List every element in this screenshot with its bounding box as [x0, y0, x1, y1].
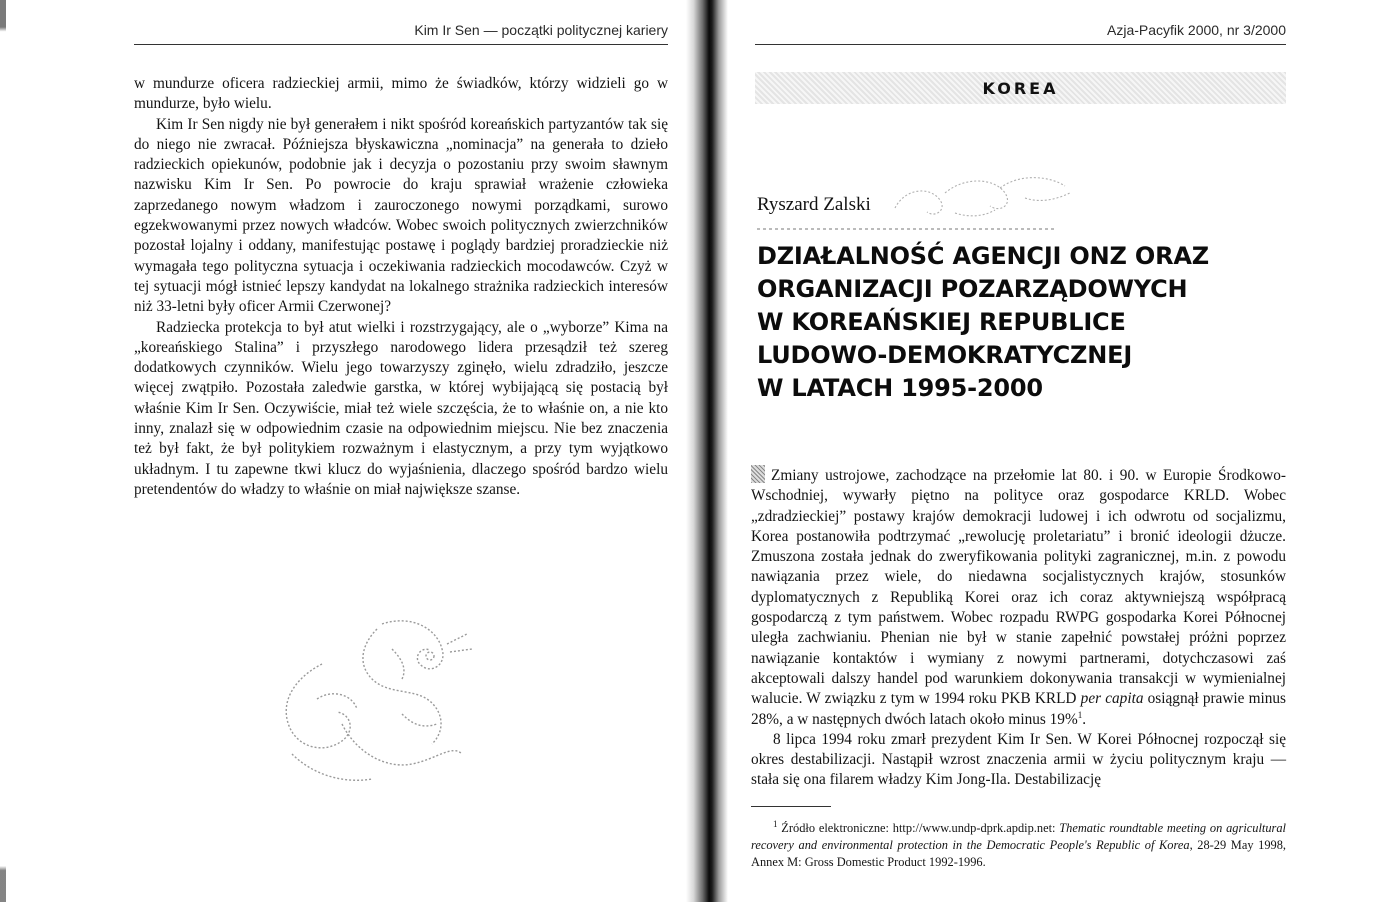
cloud-ornament-icon	[885, 168, 1085, 223]
footnote-text: Źródło elektroniczne: http://www.undp-dprk.apdip.net:	[777, 821, 1060, 835]
right-paragraph-1	[751, 465, 1286, 730]
left-page	[0, 0, 690, 902]
dragon-ornament-icon	[262, 604, 492, 794]
title-line: LUDOWO-DEMOKRATYCZNEJ	[757, 341, 1133, 369]
article-title	[757, 240, 1317, 405]
right-header-rule	[755, 44, 1286, 45]
title-line: W KOREAŃSKIEJ REPUBLICE	[757, 308, 1126, 336]
author-name: Ryszard Zalski	[757, 194, 871, 215]
author-underline	[757, 228, 1057, 230]
title-line: W LATACH 1995-2000	[757, 374, 1043, 402]
right-body-text	[751, 465, 1286, 791]
footnote-italic-title: Thematic roundtable meeting on agricultural recovery and environmental protection in the Democratic People's Republic of Korea	[751, 821, 1286, 852]
paragraph-text: osiągnął prawie minus 28%, a w następnych dwóch latach około minus 19%	[751, 690, 1287, 728]
footnote-marker: 1	[773, 818, 778, 829]
title-line: ORGANIZACJI POZARZĄDOWYCH	[757, 275, 1188, 303]
left-paragraph-3: Radziecka protekcja to był atut wielki i rozstrzygający, ale o „wyborze” Kima na „koreańskiego Stalina” i przyszłego narodowego lidera przesądził też szereg dodatkowych czynników. Wielu jego towarzyszy zginęło, wielu zdradziło, jeszcze więcej zwątpiło. Pozostała zaledwie garstka, w której wybijającą się postacią był właśnie Kim Ir Sen. Oczywiście, miał też wiele szczęścia, że to właśnie on, a nie kto inny, znalazł się w odpowiednim czasie na odpowiednim miejscu. Nie bez znaczenia też był fakt, że był politykiem rozważnym i elastycznym, a przy tym wyjątkowo układnym. I tu zapewne tkwi klucz do wyjaśnienia, dlaczego spośród bardzo wielu pretendentów do władzy to właśnie on miał największe szanse.	[134, 318, 668, 498]
paragraph-text: Zmiany ustrojowe, zachodzące na przełomie lat 80. i 90. w Europie Środkowo-Wschodniej, wywarły piętno na polityce oraz gospodarce KRLD. Wobec „zdradzieckiej” postawy krajów demokracji ludowej i ich odwrotu od socjalizmu, Korea postanowiła podtrzymać „rewolucję proletariatu” i bronić ideologii dżucze. Zmuszona została jednak do zweryfikowania polityki zagranicznej, m.in. z powodu nawiązania przez wiele, do niedawna socjalistycznych krajów, stosunków dyplomatycznych z Republiką Korei oraz ich coraz aktywniejszą współpracą gospodarczą z tym państwem. Wobec rozpadu RWPG gospodarka Korei Północnej uległa zachwianiu. Phenian nie był w stanie zapełnić powstałej próżni poprzez nawiązanie kontaktów i wymiany z nowymi partnerami, dotychczasowi zaś akceptowali dalszy handel pod warunkiem dokonywania transakcji w wymienialnej walucie. W związku z tym w 1994 roku PKB KRLD	[751, 467, 1286, 708]
italic-term: per capita	[1080, 690, 1144, 708]
footnote-reference: 1	[1077, 709, 1083, 720]
left-paragraph-2: Kim Ir Sen nigdy nie był generałem i nikt spośród koreańskich partyzantów tak się do niego nie zwracał. Późniejsza błyskawiczna „nominacja” na generała to dzieło radzieckich opiekunów, podobnie jak i decyzja o pozostaniu przy swoim sławnym nazwisku Kim Ir Sen. Po powrocie do kraju sprawiał wrażenie człowieka zaprzedanego nowym władzom i zauroczonego nowymi porządkami, surowo egzekwowanymi przez nowych władców. Wobec swoich politycznych zwierzchników pozostał lojalny i oddany, manifestując postawę i poglądy bardziej proradzieckie niż wymagała tego polityczna sytuacja i oczekiwania radzieckich mocodawców. Czyż w tej sytuacji mógł istnieć lepszy kandydat na lokalnego strażnika radzieckich interesów niż 33-letni były oficer Armii Czerwonej?	[134, 115, 668, 316]
footnote	[751, 820, 1286, 871]
drop-cap-icon	[751, 465, 765, 483]
footnote-text: , 28-29 May 1998, Annex M: Gross Domestic Product 1992-1996.	[751, 838, 1287, 869]
left-paragraph-1: w mundurze oficera radzieckiej armii, mimo że świadków, którzy widzieli go w mundurze, było wielu.	[134, 75, 668, 113]
section-label: KOREA	[982, 78, 1059, 98]
right-page	[715, 0, 1386, 902]
left-running-head: Kim Ir Sen — początki politycznej kariery	[414, 22, 668, 38]
right-running-head: Azja-Pacyfik 2000, nr 3/2000	[1107, 22, 1286, 38]
left-header-rule	[134, 44, 668, 45]
title-line: DZIAŁALNOŚĆ AGENCJI ONZ ORAZ	[757, 242, 1209, 270]
paragraph-text: .	[1082, 710, 1087, 728]
left-body-text	[134, 74, 668, 500]
footnote-rule	[751, 806, 831, 807]
right-paragraph-2: 8 lipca 1994 roku zmarł prezydent Kim Ir Sen. W Korei Północnej rozpoczął się okres destabilizacji. Nastąpił wzrost znaczenia armii w życiu politycznym kraju — stała się ona filarem władzy Kim Jong-Ila. Destabilizację	[751, 730, 1286, 789]
section-band	[755, 72, 1286, 104]
